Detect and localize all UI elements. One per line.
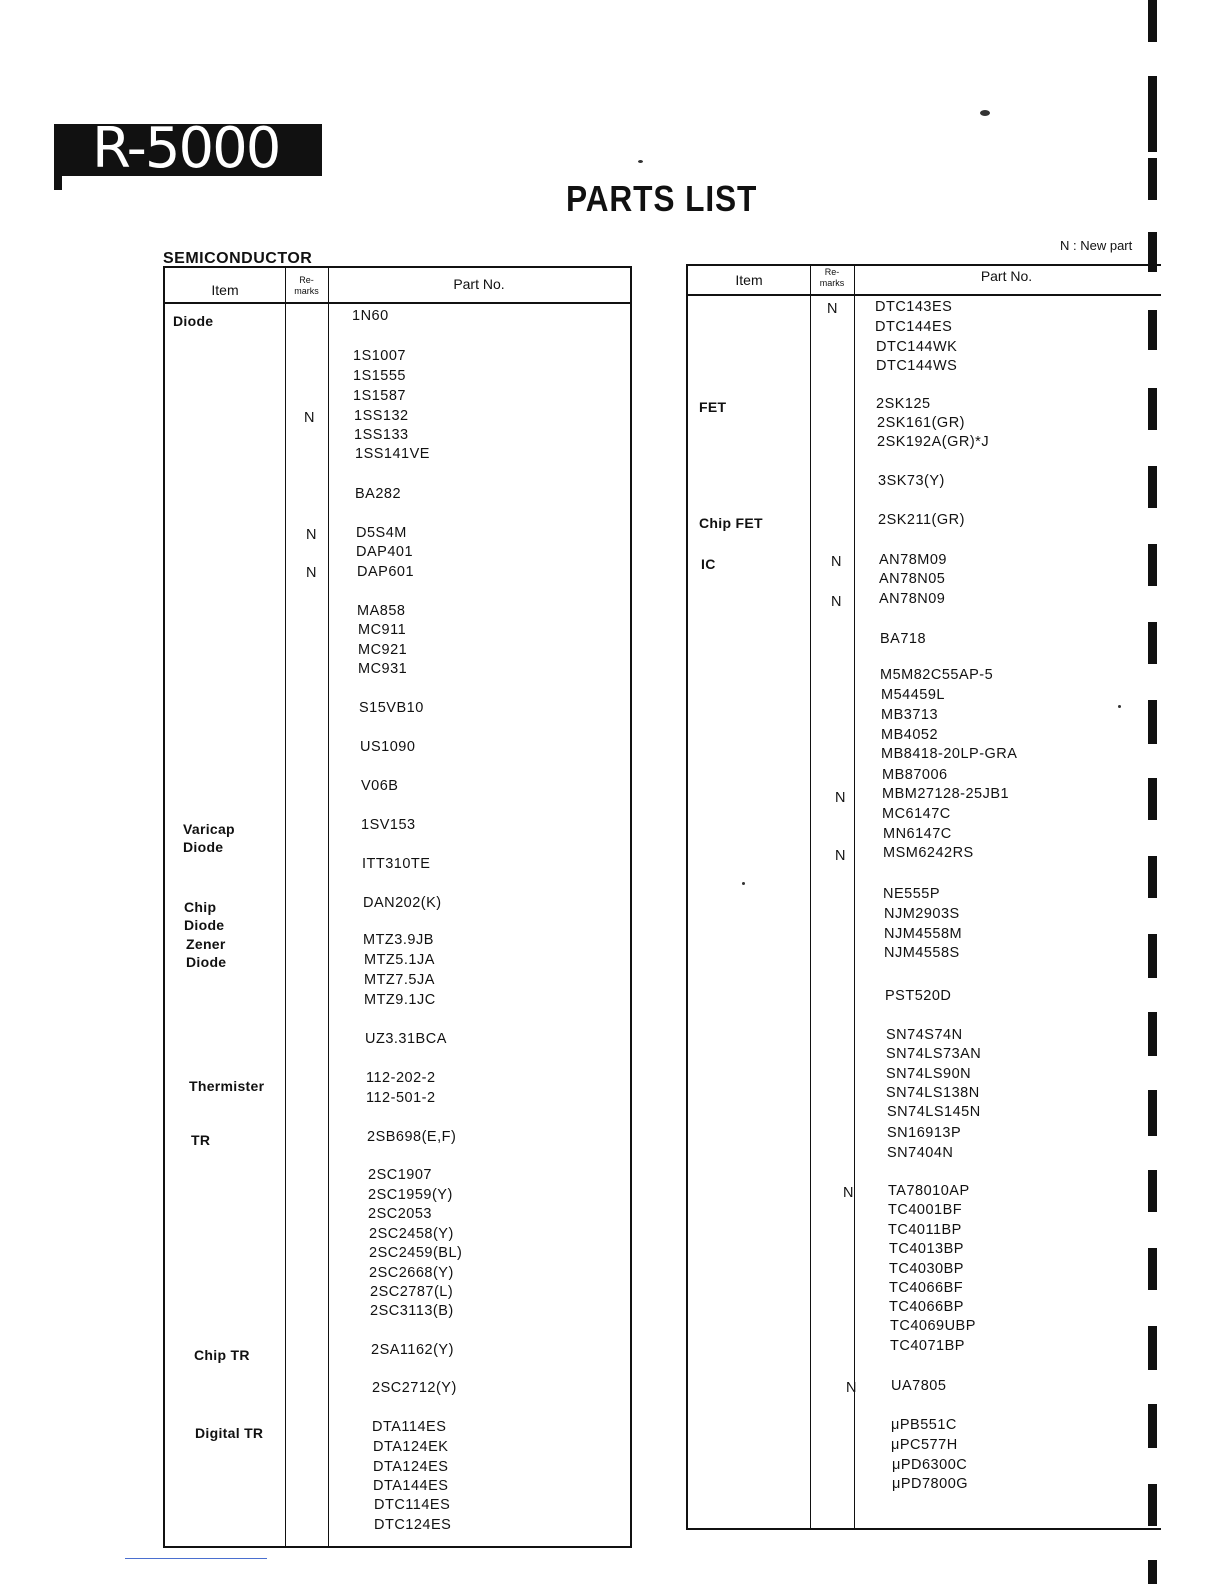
- part-number: MB4052: [881, 727, 939, 743]
- binding-edge-mark: [1148, 1404, 1157, 1448]
- header-part-no: Part No.: [453, 276, 505, 292]
- part-number: TC4013BP: [889, 1241, 964, 1257]
- page-title: PARTS LIST: [566, 178, 758, 219]
- binding-edge-mark: [1148, 1560, 1157, 1584]
- part-number: MN6147C: [883, 826, 952, 842]
- binding-edge-mark: [1148, 1484, 1157, 1526]
- part-number: MTZ5.1JA: [364, 952, 435, 968]
- header-part-no: Part No.: [980, 268, 1033, 284]
- part-number: DTC114ES: [374, 1497, 451, 1513]
- remark-new-part: N: [306, 527, 317, 543]
- part-number: 2SC1959(Y): [368, 1187, 453, 1203]
- part-number: μPD7800G: [892, 1476, 969, 1492]
- part-number: MC921: [358, 642, 408, 658]
- category-label: TR: [191, 1132, 211, 1148]
- logo-tail-mark: [54, 176, 62, 190]
- part-number: BA282: [355, 486, 402, 502]
- category-label: Chip Diode: [184, 899, 225, 933]
- column-divider: [285, 268, 286, 1546]
- part-number: 1S1007: [353, 348, 406, 364]
- part-number: 2SK211(GR): [878, 512, 965, 528]
- part-number: US1090: [360, 739, 416, 755]
- part-number: 2SC2668(Y): [369, 1265, 454, 1281]
- part-number: DTC144WS: [876, 358, 958, 374]
- binding-edge-mark: [1148, 158, 1157, 200]
- part-number: TC4001BF: [888, 1202, 963, 1218]
- part-number: NJM4558S: [884, 945, 960, 961]
- part-number: DAP601: [357, 564, 415, 580]
- part-number: SN74LS145N: [887, 1104, 981, 1120]
- part-number: UA7805: [891, 1378, 947, 1394]
- part-number: DTA114ES: [372, 1419, 447, 1435]
- part-number: AN78N09: [879, 591, 946, 607]
- binding-edge-mark: [1148, 310, 1157, 350]
- part-number: TC4011BP: [888, 1222, 962, 1238]
- part-number: AN78N05: [879, 571, 946, 587]
- part-number: 1SS132: [354, 408, 409, 424]
- category-label: Thermister: [189, 1078, 265, 1094]
- category-label: IC: [701, 556, 716, 572]
- remark-new-part: N: [831, 594, 842, 610]
- part-number: 2SC2712(Y): [372, 1380, 457, 1396]
- part-number: 2SC1907: [368, 1167, 432, 1183]
- part-number: DTC144ES: [875, 319, 953, 335]
- part-number: DTC124ES: [374, 1517, 452, 1533]
- section-title: SEMICONDUCTOR: [163, 250, 313, 267]
- remark-new-part: N: [306, 565, 317, 581]
- part-number: DAN202(K): [363, 895, 442, 911]
- part-number: 3SK73(Y): [878, 473, 945, 489]
- part-number: ITT310TE: [362, 856, 431, 872]
- binding-edge-mark: [1148, 1326, 1157, 1370]
- binding-edge-mark: [1148, 76, 1157, 152]
- binding-edge-mark: [1148, 1012, 1157, 1056]
- part-number: UZ3.31BCA: [365, 1031, 447, 1047]
- binding-edge-mark: [1148, 466, 1157, 508]
- category-label: FET: [699, 399, 727, 415]
- part-number: SN74LS73AN: [886, 1046, 982, 1062]
- header-item: Item: [735, 272, 763, 288]
- part-number: 1SS141VE: [355, 446, 430, 462]
- category-label: Diode: [173, 313, 214, 329]
- part-number: MSM6242RS: [883, 845, 974, 861]
- part-number: TC4066BF: [889, 1280, 964, 1296]
- category-label: Zener Diode: [186, 936, 227, 970]
- part-number: DTC144WK: [876, 339, 958, 355]
- part-number: 2SC2458(Y): [369, 1226, 454, 1242]
- category-label: Digital TR: [195, 1425, 264, 1441]
- part-number: TC4069UBP: [890, 1318, 976, 1334]
- binding-edge-mark: [1148, 700, 1157, 744]
- category-label: Varicap Diode: [183, 821, 235, 855]
- part-number: 1SV153: [361, 817, 416, 833]
- part-number: 2SC2053: [368, 1206, 432, 1222]
- part-number: MB3713: [881, 707, 939, 723]
- header-remarks: Re- marks: [819, 267, 845, 288]
- part-number: 1S1587: [353, 388, 406, 404]
- remark-new-part: N: [827, 301, 838, 317]
- part-number: 2SC3113(B): [370, 1303, 454, 1319]
- scan-speck: [1118, 705, 1121, 708]
- part-number: SN16913P: [887, 1125, 962, 1141]
- part-number: 2SK161(GR): [877, 415, 966, 431]
- scan-speck: [980, 110, 990, 116]
- binding-edge-mark: [1148, 1090, 1157, 1136]
- binding-edge-mark: [1148, 1170, 1157, 1212]
- part-number: 2SA1162(Y): [371, 1342, 454, 1358]
- model-logo: R-5000: [54, 124, 322, 176]
- part-number: 112-501-2: [366, 1090, 436, 1106]
- remark-new-part: N: [835, 790, 846, 806]
- binding-edge-mark: [1148, 1248, 1157, 1290]
- remark-new-part: N: [843, 1185, 854, 1201]
- part-number: M54459L: [881, 687, 945, 703]
- part-number: SN74LS90N: [886, 1066, 972, 1082]
- category-label: Chip FET: [699, 515, 763, 531]
- part-number: MBM27128-25JB1: [882, 786, 1010, 802]
- part-number: TC4030BP: [889, 1261, 964, 1277]
- binding-edge-mark: [1148, 232, 1157, 272]
- part-number: NJM4558M: [884, 926, 963, 942]
- part-number: TA78010AP: [888, 1183, 970, 1199]
- part-number: μPC577H: [891, 1437, 958, 1453]
- part-number: TC4071BP: [890, 1338, 965, 1354]
- part-number: TC4066BP: [889, 1299, 964, 1315]
- part-number: D5S4M: [356, 525, 407, 541]
- part-number: NJM2903S: [884, 906, 960, 922]
- part-number: 2SK125: [876, 396, 931, 412]
- part-number: SN7404N: [887, 1145, 954, 1161]
- header-item: Item: [211, 282, 239, 298]
- part-number: MA858: [357, 603, 406, 619]
- scan-speck: [742, 882, 745, 885]
- binding-edge-mark: [1148, 622, 1157, 664]
- part-number: V06B: [361, 778, 399, 794]
- category-label: Chip TR: [194, 1347, 250, 1363]
- part-number: 2SC2459(BL): [369, 1245, 463, 1261]
- new-part-note: N : New part: [1060, 238, 1133, 253]
- part-number: AN78M09: [879, 552, 947, 568]
- part-number: 2SC2787(L): [370, 1284, 454, 1300]
- remark-new-part: N: [835, 848, 846, 864]
- part-number: DTC143ES: [875, 299, 953, 315]
- header-remarks: Re- marks: [294, 275, 319, 296]
- binding-edge-mark: [1148, 388, 1157, 430]
- part-number: 112-202-2: [366, 1070, 436, 1086]
- column-divider: [328, 268, 329, 1546]
- part-number: SN74S74N: [886, 1027, 963, 1043]
- part-number: BA718: [880, 631, 927, 647]
- part-number: 1S1555: [353, 368, 406, 384]
- remark-new-part: N: [846, 1380, 857, 1396]
- remark-new-part: N: [831, 554, 842, 570]
- part-number: MC911: [358, 622, 407, 638]
- part-number: DAP401: [356, 544, 414, 560]
- part-number: PST520D: [885, 988, 952, 1004]
- part-number: 1N60: [352, 308, 389, 324]
- part-number: 1SS133: [354, 427, 409, 443]
- part-number: MC931: [358, 661, 408, 677]
- part-number: DTA124ES: [373, 1459, 449, 1475]
- column-divider: [810, 266, 811, 1528]
- binding-edge-mark: [1148, 856, 1157, 898]
- scan-speck: [638, 160, 643, 163]
- part-number: MB8418-20LP-GRA: [881, 746, 1018, 762]
- part-number: 2SB698(E,F): [367, 1129, 457, 1145]
- binding-edge-mark: [1148, 778, 1157, 820]
- column-divider: [854, 266, 855, 1528]
- part-number: SN74LS138N: [886, 1085, 980, 1101]
- remark-new-part: N: [304, 410, 315, 426]
- part-number: NE555P: [883, 886, 941, 902]
- part-number: MTZ9.1JC: [364, 992, 436, 1008]
- part-number: MB87006: [882, 767, 948, 783]
- part-number: DTA124EK: [373, 1439, 449, 1455]
- part-number: μPD6300C: [892, 1457, 968, 1473]
- part-number: S15VB10: [359, 700, 424, 716]
- part-number: μPB551C: [891, 1417, 957, 1433]
- part-number: DTA144ES: [373, 1478, 449, 1494]
- binding-edge-mark: [1148, 544, 1157, 586]
- part-number: M5M82C55AP-5: [880, 667, 994, 683]
- part-number: MC6147C: [882, 806, 951, 822]
- part-number: MTZ3.9JB: [363, 932, 434, 948]
- binding-edge-mark: [1148, 934, 1157, 978]
- footer-rule: [125, 1558, 267, 1559]
- part-number: 2SK192A(GR)*J: [877, 434, 990, 450]
- part-number: MTZ7.5JA: [364, 972, 435, 988]
- binding-edge-mark: [1148, 0, 1157, 42]
